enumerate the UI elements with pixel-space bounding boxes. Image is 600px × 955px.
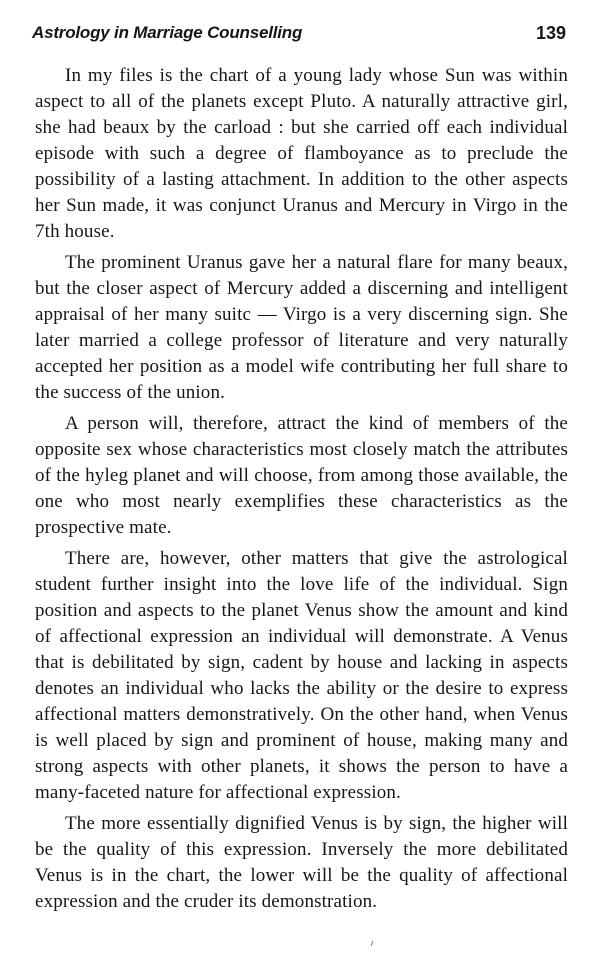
book-title: Astrology in Marriage Counselling [32, 23, 303, 42]
paragraph-sun-chart: In my files is the chart of a young lady whose Sun was within aspect to all of the planets except Pluto. A naturally attractive girl, she had beaux by the carload : but she carried off each individual episode with such a degree of flamboyance as to preclude the possibility of a lasting attachment. In addition to the other aspects her Sun made, it was conjunct Uranus and Mercury in Virgo in the 7th house. [35, 65, 568, 242]
page-number: 139 [535, 23, 566, 43]
paragraph-uranus-mercury: The prominent Uranus gave her a natural flare for many beaux, but the closer aspect of Mercury added a discerning and intelligent appraisal of her many suitc — Virgo is a very discerning sign. She later married a college professor of literature and very naturally accepted her position as a model wife contributing her full share to the success of the union. [35, 252, 568, 403]
scan-speck [371, 941, 373, 946]
paragraph-hyleg-planet: A person will, therefore, attract the kind of members of the opposite sex whose characteristics most closely match the attributes of the hyleg planet and will choose, from among those available, the one who most nearly exemplifies these characteristics as the prospective mate. [35, 413, 568, 538]
paragraph-venus-expression: There are, however, other matters that give the astrological student further insight into the love life of the individual. Sign position and aspects to the planet Venus show the amount and kind of affectional expression an individual will demonstrate. A Venus that is debilitated by sign, cadent by house and lacking in aspects denotes an individual who lacks the ability or the desire to express affectional matters demonstratively. On the other hand, when Venus is well placed by sign and prominent of house, making many and strong aspects with other planets, it shows the person to have a many-faceted nature for affectional expression. [35, 548, 568, 803]
body-text [35, 63, 568, 920]
paragraph-venus-dignity: The more essentially dignified Venus is by sign, the higher will be the quality of this expression. Inversely the more debilitated Venus is in the chart, the lower will be the quality of affectional expression and the cruder its demonstration. [35, 813, 568, 912]
running-head [32, 23, 568, 49]
